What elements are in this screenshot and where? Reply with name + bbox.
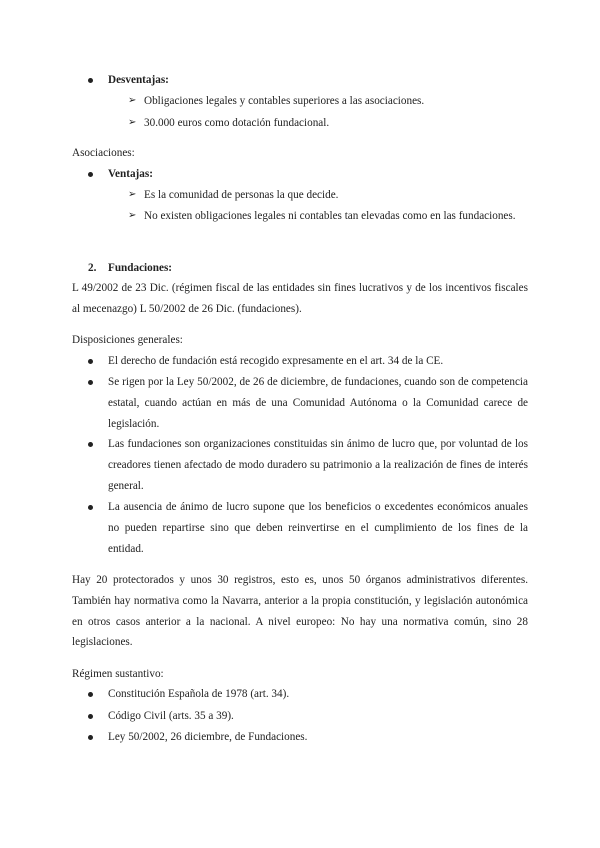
list-item: [88, 351, 528, 372]
desventajas-heading: Desventajas:: [108, 74, 169, 86]
desventajas-heading-row: [88, 70, 528, 91]
regimen-label: Régimen sustantivo:: [72, 668, 164, 680]
list-item: [88, 372, 528, 435]
list-item: [88, 497, 528, 560]
arrow-bullet-icon: ➢: [128, 117, 137, 128]
desventaja-item-2: 30.000 euros como dotación fundacional.: [144, 117, 330, 129]
bullet-dot-icon: [88, 706, 102, 727]
protectorados-paragraph: Hay 20 protectorados y unos 30 registros, esto es, unos 50 órganos administrativos diferentes. También hay normativa como la Navarra, anterior a la propia constitución, y legislación autonómica en otros casos anterior a la nacional. A nivel europeo: No hay una normativa común, sino 28 legislaciones.: [72, 574, 528, 649]
fundaciones-intro: L 49/2002 de 23 Dic. (régimen fiscal de las entidades sin fines lucrativos y de los incentivos fiscales al mecenazgo) L 50/2002 de 26 Dic. (fundaciones).: [72, 282, 528, 315]
regimen-item-2: Código Civil (arts. 35 a 39).: [108, 710, 234, 722]
bullet-dot-icon: [88, 684, 102, 705]
disposicion-item-4: La ausencia de ánimo de lucro supone que los beneficios o excedentes económicos anuales no pueden repartirse sino que deben reinvertirse en el cumplimiento de los fines de la entidad.: [108, 501, 528, 555]
bullet-dot-icon: [88, 372, 102, 393]
bullet-dot-icon: [88, 727, 102, 748]
ventajas-heading: Ventajas:: [108, 168, 153, 180]
disposicion-item-2: Se rigen por la Ley 50/2002, de 26 de diciembre, de fundaciones, cuando son de competencia estatal, cuando actúan en más de una Comunidad Autónoma o la Comunidad carece de legislación.: [108, 376, 528, 430]
ventajas-heading-row: [88, 164, 528, 185]
ventaja-item-2: No existen obligaciones legales ni contables tan elevadas como en las fundaciones.: [144, 210, 516, 222]
arrow-bullet-icon: ➢: [128, 189, 137, 200]
arrow-bullet-icon: ➢: [128, 95, 137, 106]
list-item: [88, 727, 528, 748]
regimen-item-1: Constitución Española de 1978 (art. 34).: [108, 688, 290, 700]
list-item: [128, 185, 528, 206]
disposiciones-label: Disposiciones generales:: [72, 334, 183, 346]
section-number: 2.: [88, 262, 97, 274]
fundaciones-heading-row: [88, 258, 388, 279]
list-item: [128, 91, 528, 112]
bullet-dot-icon: [88, 497, 102, 518]
list-item: [128, 206, 528, 248]
asociaciones-label: Asociaciones:: [72, 147, 135, 159]
disposicion-item-1: El derecho de fundación está recogido expresamente en el art. 34 de la CE.: [108, 355, 444, 367]
list-item: [88, 684, 528, 705]
bullet-dot-icon: [88, 164, 102, 185]
list-item: [88, 434, 528, 497]
desventaja-item-1: Obligaciones legales y contables superiores a las asociaciones.: [144, 95, 425, 107]
arrow-bullet-icon: ➢: [128, 210, 137, 221]
list-item: [128, 113, 528, 134]
bullet-dot-icon: [88, 351, 102, 372]
disposicion-item-3: Las fundaciones son organizaciones constituidas sin ánimo de lucro que, por voluntad de los creadores tienen afectado de modo duradero su patrimonio a la realización de fines de interés general.: [108, 438, 528, 492]
bullet-dot-icon: [88, 434, 102, 455]
fundaciones-heading: Fundaciones:: [108, 262, 173, 274]
list-item: [88, 706, 528, 727]
ventaja-item-1: Es la comunidad de personas la que decide.: [144, 189, 339, 201]
regimen-item-3: Ley 50/2002, 26 diciembre, de Fundaciones.: [108, 731, 308, 743]
bullet-dot-icon: [88, 70, 102, 91]
